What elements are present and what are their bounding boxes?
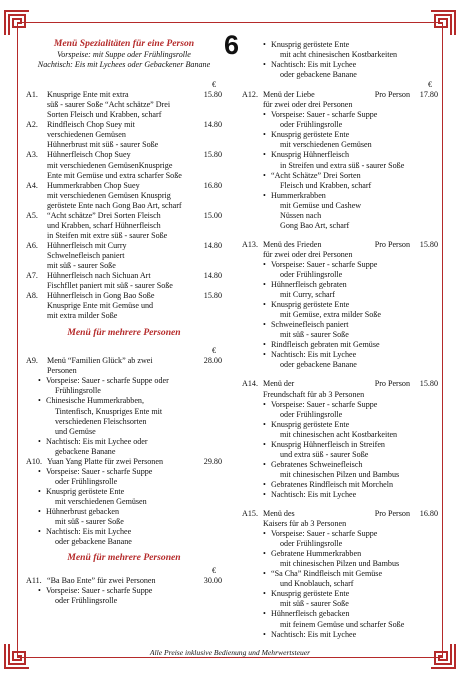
item-title: Menü des — [263, 509, 295, 519]
menu-item-a1 — [26, 90, 222, 120]
course-text: mit verschiedenen Gemüsen — [55, 496, 147, 506]
course-text: oder Frühlingsrolle — [55, 476, 118, 486]
course-text: • Hühnerbrust gebacken — [46, 506, 120, 516]
item-code: A11. — [26, 576, 42, 586]
item-code — [26, 201, 47, 211]
course-text: • Knusprig Hühnerfleisch in Streifen — [271, 439, 385, 449]
item-code: A14. — [242, 379, 258, 389]
item-title: für zwei oder drei Personen — [263, 100, 353, 110]
menu-item-a10 — [26, 457, 222, 547]
item-price: 16.80 — [419, 509, 438, 519]
item-code — [26, 221, 47, 231]
course-text: mit süß - saurer Soße — [280, 599, 349, 609]
menu-item-a14 — [242, 379, 438, 500]
course-text: Frühlingsrolle — [55, 386, 101, 396]
item-description: Knusprige Ente mit Gemüse und — [47, 301, 154, 311]
course-text: mit Gemüse, extra milder Soße — [280, 310, 381, 320]
item-title: Menü des Frieden — [263, 239, 322, 249]
item-title: Menü der — [263, 379, 295, 389]
currency-label: € — [212, 80, 216, 90]
item-persons: Pro Person — [374, 379, 410, 389]
item-price: 15.80 — [419, 239, 438, 249]
item-description: Hühnerfleisch nach Sichuan Art — [47, 271, 151, 281]
course-text: mit feinem Gemüse und scharfer Soße — [280, 619, 405, 629]
item-description: Hummerkrabben Chop Suey — [47, 180, 140, 190]
course-text: • Knusprig geröstete Ente — [271, 589, 350, 599]
course-text: • Knusprig geröstete Ente — [271, 300, 350, 310]
course-text: • Vorspeise: Sauer - scharfe Suppe — [271, 399, 378, 409]
item-title: Kaisers für ab 3 Personen — [263, 519, 347, 529]
item-description: Hühnerfleisch Chop Suey — [47, 150, 131, 160]
item-description: Hühnerbrust mit süß - saurer Soße — [47, 140, 159, 150]
course-text: • Vorspeise: Sauer - scharfe Suppe — [46, 586, 153, 596]
item-code: A8. — [26, 291, 38, 301]
item-code — [26, 130, 47, 140]
item-code — [26, 311, 47, 321]
course-text: gebackene Banane — [55, 446, 116, 456]
course-text: oder Frühlingsrolle — [55, 596, 118, 606]
course-bullet — [263, 171, 438, 191]
menu-list-spezialitaeten — [26, 90, 222, 321]
course-bullet — [263, 400, 438, 420]
course-text: mit verschiedenen Gemüsen — [280, 140, 372, 150]
menu-item-a2 — [26, 120, 222, 150]
right-column — [242, 40, 438, 640]
item-price: 14.80 — [203, 240, 222, 250]
item-courses — [242, 40, 438, 80]
page-number: 6 — [224, 30, 240, 60]
course-bullet — [38, 527, 222, 547]
course-text: verschiedenen Fleischsorten — [55, 416, 147, 426]
course-text: • Knusprig geröstete Ente — [271, 419, 350, 429]
course-text: • Knusprig geröstete Ente — [271, 40, 350, 49]
course-bullet — [263, 320, 438, 340]
item-description: mit verschiedenen GemüsenKnusprige — [47, 160, 173, 170]
item-price: 14.80 — [203, 271, 222, 281]
course-text: • Nachtisch: Eis mit Lychee — [271, 489, 357, 499]
course-text: oder Frühlingsrolle — [280, 120, 343, 130]
course-bullet — [263, 420, 438, 440]
item-title: für zwei oder drei Personen — [263, 249, 353, 259]
item-code — [26, 110, 47, 120]
menu-item-a6 — [26, 241, 222, 271]
menu-item-a15 — [242, 509, 438, 640]
menu-item-a11-continued — [242, 40, 438, 90]
course-bullet — [263, 110, 438, 130]
course-bullet — [263, 549, 438, 569]
course-text: Tintenfisch, Knuspriges Ente mit — [55, 406, 163, 416]
item-courses — [242, 260, 438, 371]
item-price: 15.80 — [419, 379, 438, 389]
course-text: mit süß - saurer Soße — [55, 517, 124, 527]
item-code — [26, 301, 47, 311]
course-text: • Hühnerfleisch gebacken — [271, 609, 350, 619]
item-code — [26, 261, 47, 271]
course-bullet — [263, 40, 438, 60]
course-text: • Knusprig geröstete Ente — [271, 130, 350, 140]
item-price: 14.80 — [203, 120, 222, 130]
menu-item-a8 — [26, 291, 222, 321]
course-text: mit Curry, scharf — [280, 290, 335, 300]
item-description: Hühnerfleisch in Gong Bao Soße — [47, 291, 155, 301]
item-title: Freundschaft für ab 3 Personen — [263, 389, 365, 399]
course-text: oder gebackene Banane — [280, 70, 357, 80]
course-text: und Gemüse — [55, 426, 96, 436]
menu-item-a7 — [26, 271, 222, 291]
item-description: Hühnerfleisch mit Curry — [47, 240, 127, 250]
item-code: A5. — [26, 210, 38, 220]
item-persons: Pro Person — [374, 509, 410, 519]
course-bullet — [263, 609, 438, 629]
price-note-footer: Alle Preise inklusive Bedienung und Mehrwertsteuer — [149, 648, 311, 657]
item-courses — [26, 586, 222, 606]
item-code — [26, 140, 47, 150]
item-description: Sorten Fleisch und Krabben, scharf — [47, 110, 162, 120]
course-bullet — [38, 376, 222, 396]
course-text: • Nachtisch: Eis mit Lychee — [271, 350, 357, 360]
menu-item-a9 — [26, 356, 222, 456]
course-text: • Vorspeise: Sauer - scharfe Suppe — [46, 466, 153, 476]
item-price: 28.00 — [203, 356, 222, 366]
fret-corner-icon — [4, 10, 30, 36]
course-text: • Nachtisch: Eis mit Lychee — [46, 527, 132, 537]
course-bullet — [263, 300, 438, 320]
left-column — [26, 38, 222, 606]
item-code: A9. — [26, 356, 38, 366]
course-bullet — [263, 529, 438, 549]
item-price: 17.80 — [419, 90, 438, 100]
course-text: • Hummerkrabben — [271, 190, 326, 200]
item-description: verschiedenen Gemüsen — [47, 130, 126, 140]
course-text: mit chinesischen Pilzen und Bambus — [280, 469, 400, 479]
course-text: oder Frühlingsrolle — [280, 539, 343, 549]
course-bullet — [263, 350, 438, 370]
course-bullet — [38, 467, 222, 487]
course-text: und Knoblauch, scharf — [280, 579, 354, 589]
course-bullet — [263, 630, 438, 640]
menu-item-a12 — [242, 90, 438, 231]
course-text: • Gebratene Hummerkrabben — [271, 549, 362, 559]
course-text: oder gebackene Banane — [55, 537, 132, 547]
course-text: oder Frühlingsrolle — [280, 409, 343, 419]
course-text: mit chinesischen Pilzen und Bambus — [280, 559, 400, 569]
item-code — [26, 251, 47, 261]
menu-item-a5 — [26, 211, 222, 241]
section-title-mehrere-personen: Menü für mehrere Personen — [67, 327, 181, 339]
item-code: A12. — [242, 90, 258, 100]
item-courses — [242, 110, 438, 231]
course-bullet — [263, 589, 438, 609]
section-title-mehrere-personen: Menü für mehrere Personen — [67, 552, 181, 564]
menu-item-a3 — [26, 150, 222, 180]
item-description: und Krabben, scharf Hühnerfleisch — [47, 220, 161, 230]
item-description: mit süß - saurer Soße — [47, 260, 116, 270]
item-description: Rindfleisch Chop Suey mit — [47, 120, 135, 130]
course-bullet — [263, 340, 438, 350]
course-text: • Vorspeise: Sauer - scharfe Suppe — [271, 259, 378, 269]
item-code: A6. — [26, 240, 38, 250]
item-code: A2. — [26, 120, 38, 130]
item-description: mit verschiedenen Gemüsen Knusprig — [47, 190, 171, 200]
item-code — [26, 161, 47, 171]
course-bullet — [263, 60, 438, 80]
course-text: mit Gemüse und Cashew — [280, 200, 362, 210]
course-text: mit süß - saurer Soße — [280, 330, 349, 340]
course-text: Nüssen nach — [280, 210, 322, 220]
currency-label: € — [212, 566, 216, 576]
course-bullet — [263, 480, 438, 490]
item-code: A7. — [26, 271, 38, 281]
course-text: • Gebratenes Schweinefleisch — [271, 459, 363, 469]
item-description: Schwelnefleisch paniert — [47, 250, 125, 260]
course-text: mit acht chinesischen Kostbarkeiten — [280, 50, 398, 60]
menu-item-a4 — [26, 181, 222, 211]
course-bullet — [38, 586, 222, 606]
menu-item-a11 — [26, 576, 222, 606]
item-code: A10. — [26, 456, 42, 466]
item-description: Fischfllet paniert mit süß - saurer Soße — [47, 281, 173, 291]
course-text: • Hühnerfleisch gebraten — [271, 280, 347, 290]
section-title-spezialitaeten: Menü Spezialitäten für eine Person — [53, 38, 195, 49]
course-bullet — [263, 260, 438, 280]
course-text: Gong Bao Art, scharf — [280, 220, 350, 230]
item-price: 29.80 — [203, 456, 222, 466]
course-text: • Rindfleisch gebraten mit Gemüse — [271, 340, 380, 350]
course-bullet — [38, 396, 222, 436]
course-bullet — [263, 569, 438, 589]
course-text: • Vorspeise: Sauer - scharfe Suppe — [271, 529, 378, 539]
item-code: A3. — [26, 150, 38, 160]
item-code — [26, 100, 47, 110]
item-title: Menü “Familien Glück” ab zwei — [47, 356, 153, 366]
item-price: 15.00 — [203, 210, 222, 220]
course-text: • “Acht Schätze” Drei Sorten — [271, 170, 361, 180]
currency-label: € — [428, 80, 432, 90]
course-text: • Chinesische Hummerkrabben, — [46, 396, 144, 406]
item-price: 30.00 — [203, 576, 222, 586]
item-title: Personen — [47, 366, 77, 376]
item-description: Knusprige Ente mit extra — [47, 90, 129, 100]
item-courses — [26, 467, 222, 547]
course-text: • Vorspeise: Sauer - scharfe Suppe — [271, 110, 378, 120]
item-title: Yuan Yang Platte für zwei Personen — [47, 456, 163, 466]
item-description: in Steifen mit extre süß - saurer Soße — [47, 230, 168, 240]
item-code — [26, 191, 47, 201]
fret-corner-icon — [430, 10, 456, 36]
course-bullet — [263, 191, 438, 231]
course-bullet — [263, 280, 438, 300]
item-persons: Pro Person — [374, 239, 410, 249]
menu-item-a13 — [242, 240, 438, 371]
item-price: 16.80 — [203, 180, 222, 190]
item-description: Ente mit Gemüse und extra scharfer Soße — [47, 170, 182, 180]
course-text: • Knusprig geröstete Ente — [46, 486, 125, 496]
item-courses — [242, 400, 438, 500]
item-description: süß - saurer Soße “Acht schätze” Drei — [47, 100, 171, 110]
course-bullet — [38, 507, 222, 527]
course-text: • Nachtisch: Eis mit Lychee oder — [46, 436, 148, 446]
course-bullet — [38, 437, 222, 457]
course-text: • Vorspeise: Sauer - scharfe Suppe oder — [46, 376, 169, 386]
item-code: A1. — [26, 90, 38, 100]
item-code — [26, 281, 47, 291]
course-text: • Gebratenes Rindfleisch mit Morcheln — [271, 479, 394, 489]
item-price: 15.80 — [203, 291, 222, 301]
course-text: Fleisch und Krabben, scharf — [280, 180, 372, 190]
course-text: und extra süß - saurer Soße — [280, 449, 369, 459]
item-code — [26, 171, 47, 181]
course-text: oder Frühlingsrolle — [280, 269, 343, 279]
course-text: oder gebackene Banane — [280, 360, 357, 370]
currency-label: € — [212, 346, 216, 356]
course-bullet — [263, 440, 438, 460]
item-code — [26, 231, 47, 241]
item-description: mit extra milder Soße — [47, 311, 118, 321]
course-bullet — [263, 490, 438, 500]
item-persons: Pro Person — [374, 90, 410, 100]
item-description: “Acht schätze” Drei Sorten Fleisch — [47, 210, 161, 220]
course-text: • Nachtisch: Eis mit Lychee — [271, 629, 357, 639]
item-description: geröstete Ente nach Gong Bao Art, scharf — [47, 200, 182, 210]
course-bullet — [263, 150, 438, 170]
item-price: 15.80 — [203, 150, 222, 160]
course-text: • Knusprig Hühnerfleisch — [271, 150, 349, 160]
course-bullet — [263, 460, 438, 480]
course-text: mit chinesischen acht Kostbarkeiten — [280, 429, 398, 439]
item-code: A13. — [242, 239, 258, 249]
course-text: in Streifen und extra süß - saurer Soße — [280, 160, 405, 170]
course-bullet — [38, 487, 222, 507]
course-bullet — [263, 130, 438, 150]
course-text: • Schweinefleisch paniert — [271, 320, 349, 330]
course-text: • Nachtisch: Eis mit Lychee — [271, 60, 357, 70]
item-courses — [26, 376, 222, 456]
item-code: A15. — [242, 509, 258, 519]
section-subtitle: Vorspeise: mit Suppe oder Frühlingsrolle — [57, 50, 191, 59]
item-title: Menü der Liebe — [263, 90, 315, 100]
course-text: • “Sa Cha” Rindfleisch mit Gemüse — [271, 569, 383, 579]
item-title: “Ba Bao Ente” für zwei Personen — [47, 576, 156, 586]
section-subtitle: Nachtisch: Eis mit Lychees oder Gebackener Banane — [37, 59, 211, 69]
item-courses — [242, 529, 438, 640]
item-code: A4. — [26, 180, 38, 190]
item-price: 15.80 — [203, 90, 222, 100]
